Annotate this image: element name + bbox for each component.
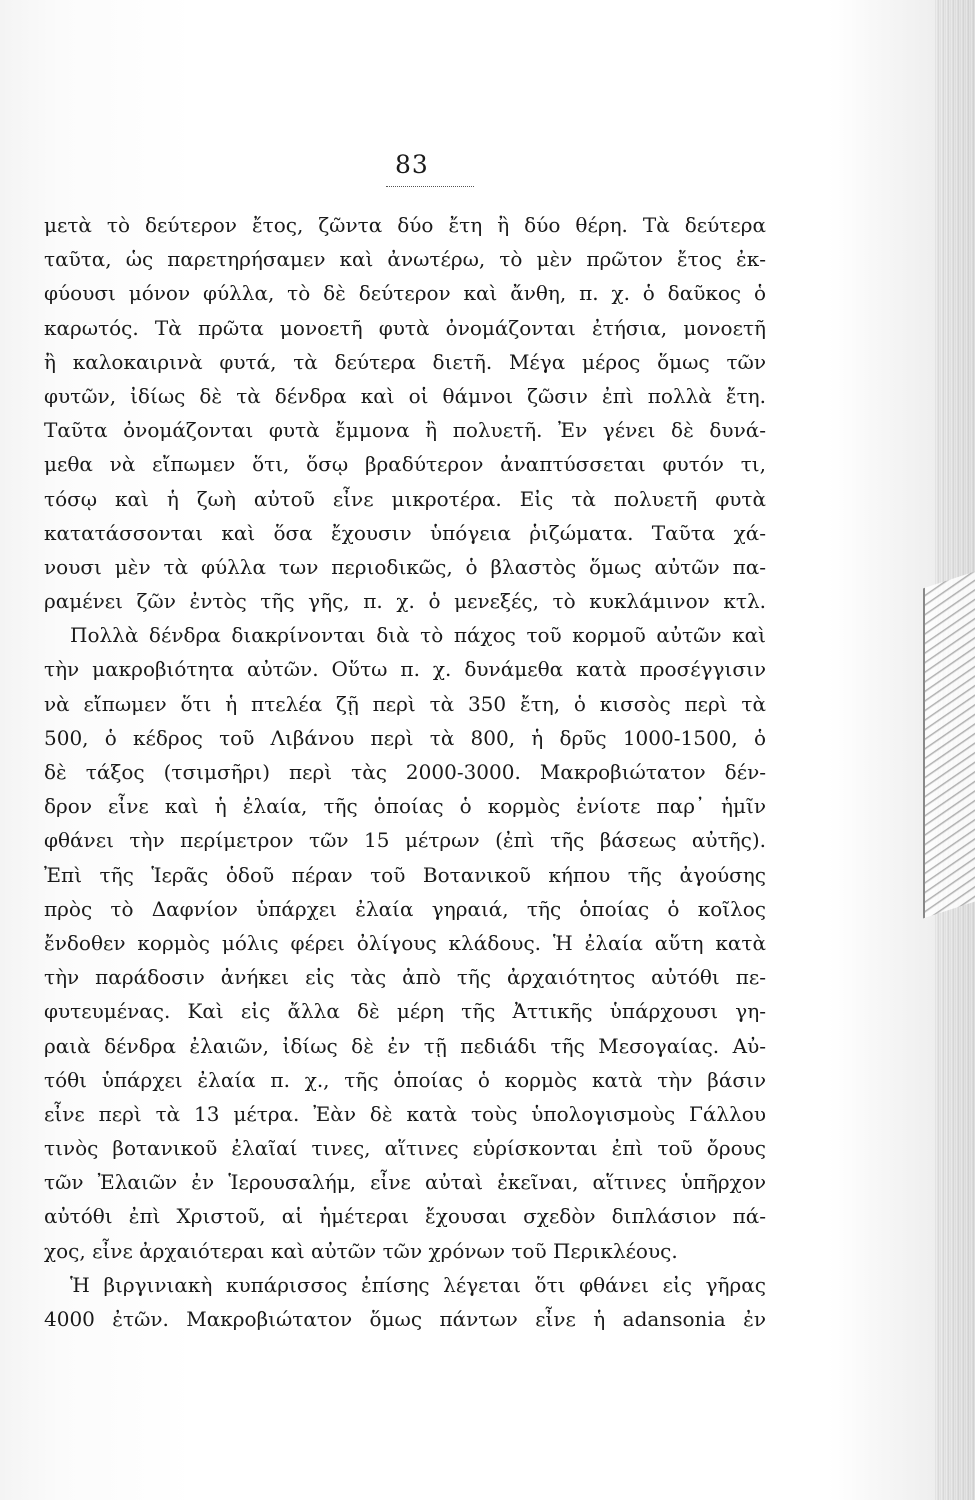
text-line: φύουσι μόνον φύλλα, τὸ δὲ δεύτερον καὶ ἄνθη, π. χ. ὁ δαῦκος ὁ (44, 281, 766, 306)
text-line: ἢ καλοκαιρινὰ φυτά, τὰ δεύτερα διετῆ. Μέγα μέρος ὅμως τῶν (44, 349, 766, 374)
text-line: νουσι μὲν τὰ φύλλα των περιοδικῶς, ὁ βλαστὸς ὅμως αὐτῶν πα- (44, 554, 766, 579)
text-line: τινὸς βοτανικοῦ ἐλαῖαί τινες, αἵτινες εὑρίσκονται ἐπὶ τοῦ ὄρους (44, 1136, 766, 1161)
text-line: τὴν παράδοσιν ἀνήκει εἰς τὰς ἀπὸ τῆς ἀρχαιότητος αὐτόθι πε- (44, 965, 766, 990)
text-line: πρὸς τὸ Δαφνίον ὑπάρχει ἐλαία γηραιά, τῆς ὁποίας ὁ κοῖλος (44, 896, 766, 921)
text-line: Πολλὰ δένδρα διακρίνονται διὰ τὸ πάχος τοῦ κορμοῦ αὐτῶν καὶ (70, 623, 766, 648)
text-line: ραμένει ζῶν ἐντὸς τῆς γῆς, π. χ. ὁ μενεξές, τὸ κυκλάμινον κτλ. (44, 589, 766, 614)
text-line: Ἡ βιργινιακὴ κυπάρισσος ἐπίσης λέγεται ὅτι φθάνει εἰς γῆρας (70, 1272, 766, 1297)
text-line: κατατάσσονται καὶ ὅσα ἔχουσιν ὑπόγεια ῥιζώματα. Ταῦτα χά- (44, 520, 766, 545)
text-line: φυτῶν, ἰδίως δὲ τὰ δένδρα καὶ οἱ θάμνοι ζῶσιν ἐπὶ πολλὰ ἔτη. (44, 383, 766, 408)
page-number: 83 (395, 150, 429, 179)
text-line: δρον εἶνε καὶ ἡ ἐλαία, τῆς ὁποίας ὁ κορμὸς ἐνίοτε παρ᾽ ἡμῖν (44, 794, 766, 819)
text-line: εἶνε περὶ τὰ 13 μέτρα. Ἐὰν δὲ κατὰ τοὺς ὑπολογισμοὺς Γάλλου (44, 1101, 766, 1126)
text-line: δὲ τάξος (τσιμσῆρι) περὶ τὰς 2000-3000. Μακροβιώτατον δέν- (44, 760, 766, 784)
text-line: 500, ὁ κέδρος τοῦ Λιβάνου περὶ τὰ 800, ἡ δρῦς 1000-1500, ὁ (44, 725, 766, 750)
text-line: μεθα νὰ εἴπωμεν ὅτι, ὅσῳ βραδύτερον ἀναπτύσσεται φυτόν τι, (44, 452, 766, 477)
text-line: ἔνδοθεν κορμὸς μόλις φέρει ὀλίγους κλάδους. Ἡ ἐλαία αὕτη κατὰ (44, 930, 766, 955)
text-line: Ἐπὶ τῆς Ἱερᾶς ὁδοῦ πέραν τοῦ Βοτανικοῦ κήπου τῆς ἀγούσης (44, 862, 766, 887)
text-line: φυτευμένας. Καὶ εἰς ἄλλα δὲ μέρη τῆς Ἀττικῆς ὑπάρχουσι γη- (44, 999, 766, 1024)
text-line: 4000 ἐτῶν. Μακροβιώτατον ὅμως πάντων εἶνε ἡ adansonia ἐν (44, 1307, 766, 1331)
text-line: φθάνει τὴν περίμετρον τῶν 15 μέτρων (ἐπὶ τῆς βάσεως αὐτῆς). (44, 828, 766, 853)
text-line: ραιὰ δένδρα ἐλαιῶν, ἰδίως δὲ ἐν τῇ πεδιάδι τῆς Μεσογαίας. Αὐ- (44, 1033, 766, 1058)
text-line: τόθι ὑπάρχει ἐλαία π. χ., τῆς ὁποίας ὁ κορμὸς κατὰ τὴν βάσιν (44, 1067, 766, 1092)
text-line: ταῦτα, ὡς παρετηρήσαμεν καὶ ἀνωτέρω, τὸ μὲν πρῶτον ἔτος ἐκ- (44, 247, 766, 272)
torn-page-edges (923, 572, 975, 919)
text-line: καρωτός. Τὰ πρῶτα μονοετῆ φυτὰ ὀνομάζονται ἐτήσια, μονοετῆ (44, 315, 766, 340)
text-line: τῶν Ἐλαιῶν ἐν Ἱερουσαλήμ, εἶνε αὐταὶ ἐκεῖναι, αἵτινες ὑπῆρχον (44, 1170, 766, 1195)
text-line: μετὰ τὸ δεύτερον ἔτος, ζῶντα δύο ἔτη ἢ δύο θέρη. Τὰ δεύτερα (44, 213, 766, 237)
body-text (44, 208, 766, 1336)
text-line: τὴν μακροβιότητα αὐτῶν. Οὕτω π. χ. δυνάμεθα κατὰ προσέγγισιν (44, 657, 766, 682)
text-line: νὰ εἴπωμεν ὅτι ἡ πτελέα ζῇ περὶ τὰ 350 ἔτη, ὁ κισσὸς περὶ τὰ (44, 691, 766, 716)
page-number-divider (386, 186, 474, 187)
text-line: Ταῦτα ὀνομάζονται φυτὰ ἔμμονα ἢ πολυετῆ. Ἐν γένει δὲ δυνά- (44, 418, 766, 443)
text-line: τόσῳ καὶ ἡ ζωὴ αὐτοῦ εἶνε μικροτέρα. Εἰς τὰ πολυετῆ φυτὰ (44, 486, 766, 511)
text-line: χος, εἶνε ἀρχαιότεραι καὶ αὐτῶν τῶν χρόνων τοῦ Περικλέους. (44, 1238, 678, 1263)
text-line: αὐτόθι ἐπὶ Χριστοῦ, αἱ ἡμέτεραι ἔχουσαι σχεδὸν διπλάσιον πά- (44, 1204, 766, 1229)
